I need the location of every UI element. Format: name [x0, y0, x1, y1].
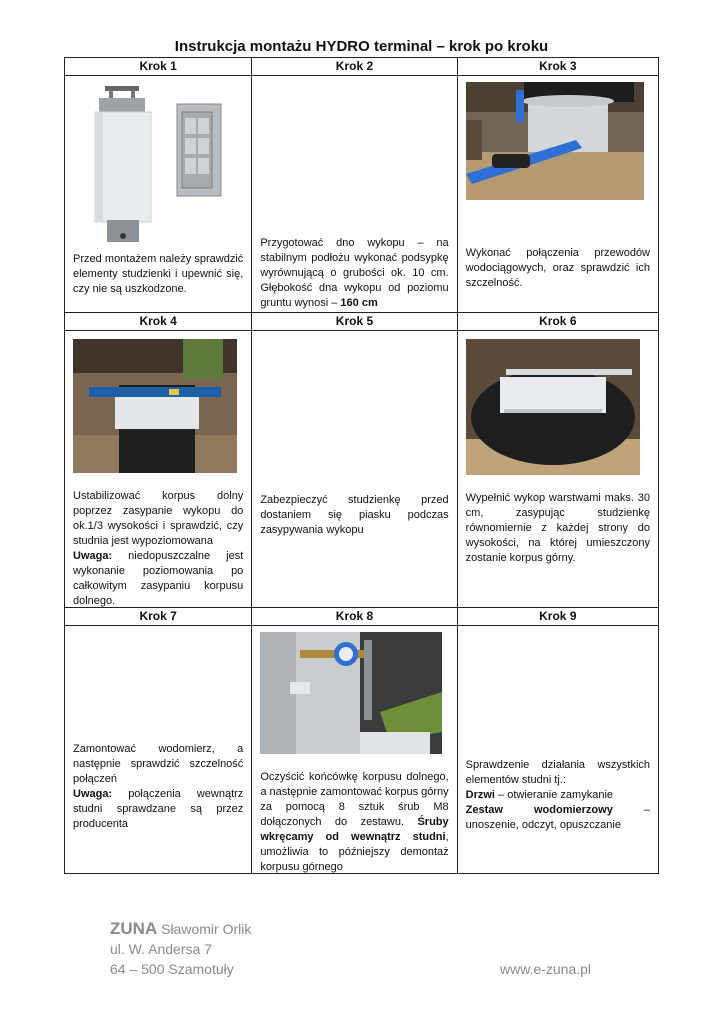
step-2-header: Krok 2 [252, 58, 457, 76]
step-5-header: Krok 5 [252, 313, 457, 331]
step-6-text: Wypełnić wykop warstwami maks. 30 cm, zasypując studzienkę równomiernie z każdej strony do wysokości, na której umieszczony zostanie korpus górny. [465, 492, 650, 564]
step-8-bold-text: Śruby wkręcamy od wewnątrz studni [260, 816, 449, 843]
step-8-header: Krok 8 [252, 608, 457, 626]
step-1-text: Przed montażem należy sprawdzić elementy studzienki i upewnić się, czy nie są uszkodzone. [73, 253, 244, 295]
step-9-door-text: – otwieranie zamykanie [495, 789, 614, 801]
step-7-warning-label: Uwaga: [73, 788, 113, 800]
step-9-cell [457, 626, 658, 874]
pipe-connection-photo [466, 82, 644, 200]
step-5-text: Zabezpieczyć studzienkę przed dostaniem się piasku podczas zasypywania wykopu [260, 494, 449, 536]
step-2-depth: 160 cm [340, 297, 378, 309]
step-4-warning-label: Uwaga: [73, 550, 113, 562]
footer-company [110, 919, 251, 939]
leveling-photo [73, 339, 237, 473]
step-8-text-main: Oczyścić końcówkę korpusu dolnego, a następnie zamontować korpus górny za pomocą 8 sztuk śrub M8 dołączonych do zestawu. [260, 771, 449, 828]
step-9-door-label: Drzwi [465, 789, 495, 801]
step-9-text [466, 758, 650, 833]
step-1-cell [65, 76, 252, 313]
footer-owner: Sławomir Orlik [161, 921, 252, 937]
step-7-text-main: Zamontować wodomierz, a następnie sprawdzić szczelność połączeń [73, 743, 244, 785]
footer-website[interactable]: www.e-zuna.pl [500, 961, 592, 977]
step-9-header: Krok 9 [457, 608, 658, 626]
step-8-text-end: , umożliwia to późniejszy demontaż korpusu górnego [260, 831, 449, 873]
footer-brand: ZUNA [110, 919, 158, 938]
step-6-header: Krok 6 [457, 313, 658, 331]
water-meter-photo [260, 632, 442, 754]
backfill-photo [466, 339, 640, 475]
step-7-cell [65, 626, 252, 874]
step-7-header: Krok 7 [65, 608, 252, 626]
step-7-text [73, 742, 243, 832]
well-components-image [85, 84, 235, 254]
step-8-text [260, 770, 448, 875]
step-2-text-main: Przygotować dno wykopu – na stabilnym podłożu wykonać podsypkę wyrównującą o grubości ok. 10 cm. Głębokość dna wykopu od poziomu gruntu wynosi – [260, 237, 449, 309]
step-6-cell [457, 331, 658, 608]
step-5-cell [252, 331, 457, 608]
step-3-cell [457, 76, 658, 313]
step-4-warning-text: niedopuszczalne jest wykonanie poziomowania po całkowitym zasypaniu korpusu dolnego. [73, 550, 244, 607]
step-9-meter-text: – unoszenie, odczyt, opuszczanie [465, 804, 650, 831]
step-4-text-main: Ustabilizować korpus dolny poprzez zasypanie wykopu do ok.1/3 wysokości i sprawdzić, czy studnia jest wypoziomowana [73, 490, 244, 547]
step-4-text [73, 489, 243, 609]
step-4-cell [65, 331, 252, 608]
step-9-text-main: Sprawdzenie działania wszystkich elementów studni tj.: [465, 759, 650, 786]
page-title: Instrukcja montażu HYDRO terminal – krok po kroku [174, 38, 549, 55]
step-1-header: Krok 1 [65, 58, 252, 76]
step-4-header: Krok 4 [65, 313, 252, 331]
step-3-text: Wykonać połączenia przewodów wodociągowych, oraz sprawdzić ich szczelność. [465, 247, 650, 289]
step-9-meter-label: Zestaw wodomierzowy [465, 804, 613, 816]
footer-street: ul. W. Andersa 7 [110, 941, 212, 957]
step-2-cell [252, 76, 457, 313]
steps-table [64, 57, 659, 874]
step-7-warning-text: połączenia wewnątrz studni sprawdzane są przez producenta [73, 788, 244, 830]
step-2-text [260, 236, 448, 311]
footer-city: 64 – 500 Szamotuły [110, 961, 234, 977]
step-3-header: Krok 3 [457, 58, 658, 76]
step-8-cell [252, 626, 457, 874]
